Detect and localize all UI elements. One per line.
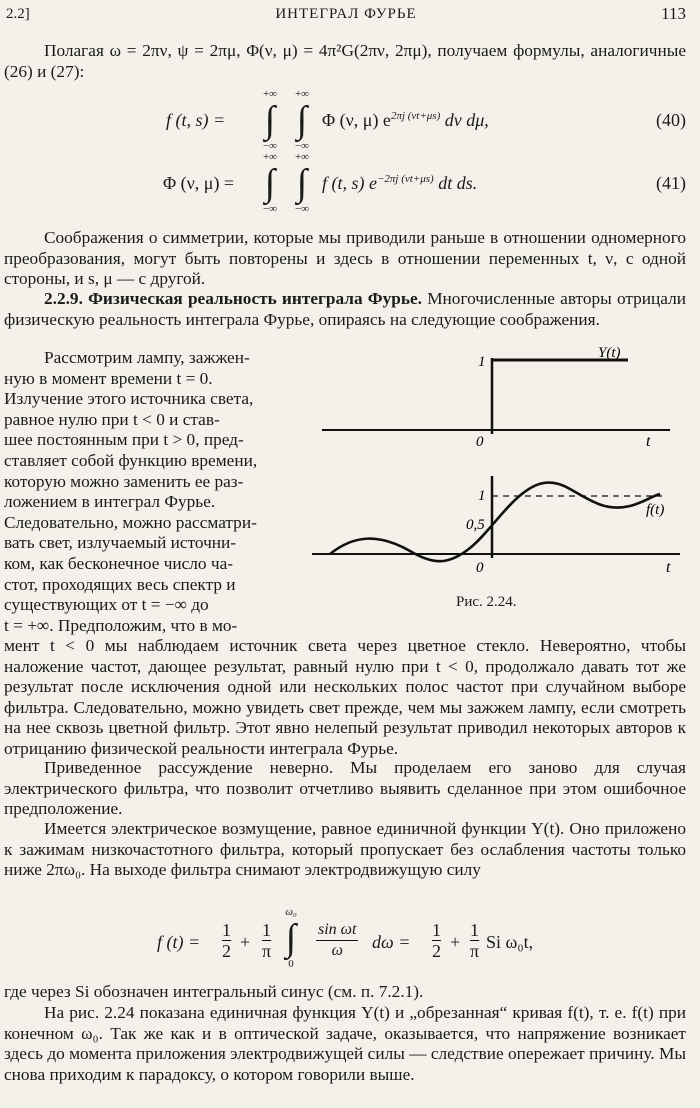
eq40-integrand: Φ (ν, μ) $e^{2\pi j (\nu t+\mu s)}$ dν dμ, [322,110,489,130]
lamp-line: шее постоянным при t > 0, пред- [4,430,244,450]
figure-caption: Рис. 2.24. [456,594,517,610]
section-paragraph [4,289,686,330]
eqsi-fraction: sin ωt ω [318,921,357,959]
lamp-line: ную в момент времени t = 0. [4,368,213,388]
eqsi-one-over-pi-2: 1 π [470,920,480,961]
header-title: ИНТЕГРАЛ ФУРЬЕ [275,6,417,22]
lamp-line: Следовательно, можно рассматри- [4,512,257,532]
lamp-line: равное нулю при t < 0 и став- [4,409,220,429]
integral-sign: ∫ [296,99,308,141]
eqsi-tail: Si ω₀t, [486,932,534,952]
lamp-line: которую можно заменить ее раз- [4,471,244,491]
lamp-line: Рассмотрим лампу, зажжен- [44,348,250,367]
eqsi-half-2: 1 2 [432,920,441,961]
eq41-number: (41) [656,173,686,193]
lamp-line: Излучение этого источника света, [4,389,254,409]
lamp-line: ложением в интеграл Фурье. [4,492,216,512]
eqsi-one-over-pi: 1 π [262,920,272,961]
bottom-half-label: 0,5 [466,517,485,533]
lamp-line: существующих от t = −∞ до [4,595,209,615]
bottom-zero-label: 0 [476,560,484,576]
bottom-f-label: f(t) [646,502,665,518]
lamp-line: ставляет собой функцию времени, [4,450,258,470]
lamp-line: вать свет, излучаемый источни- [4,533,237,553]
header-section: 2.2] [6,6,30,22]
running-header [6,4,686,28]
eq41-integral-2: +∞ ∫ −∞ [287,151,317,215]
eqsi-half: 1 2 [222,920,231,961]
lamp-line: t = +∞. Предположим, что в мо- [4,615,238,635]
top-one-label: 1 [478,354,486,370]
final-paragraph: На рис. 2.24 показана единичная функция Υ(t) и „обрезанная“ кривая f(t), т. е. f(t) при конечном ω₀. Так же как и в оптической задаче, оказывается, что напряжение возникает здесь до момента приложения электродвижущей силы — следствие опережает причину. Мы снова приходим к парадоксу, о котором говорили выше. [4,1003,686,1084]
eq41-integral-1: +∞ ∫ −∞ [255,151,285,215]
figure-2-24 [300,336,690,596]
lamp-line: стот, проходящих весь спектр и [4,574,236,594]
top-upsilon-label: Υ(t) [598,345,621,361]
eq40-lhs: f (t, s) = [166,110,226,130]
top-zero-label: 0 [476,434,484,450]
section-text: Многочисленные авторы отрицали физическую реальность интеграла Фурье, опираясь на следующие соображения. [4,289,686,329]
section-heading: 2.2.9. Физическая реальность интеграла Фурье. [44,289,422,308]
bottom-t-label: t [666,559,671,576]
eq41-integrand: f (t, s) $e^{-2\pi j (\nu t+\mu s)}$ dt ds. [322,173,478,193]
integral-sign: ∫ [264,99,276,141]
filter-paragraph: Имеется электрическое возмущение, равное единичной функции Υ(t). Оно приложено к зажимам низкочастотного фильтра, который пропускает без ослабления частоты только ниже 2πω₀. На выходе фильтра снимают электродвижущую силу [4,819,686,880]
eqsi-lhs: f (t) = [157,932,201,952]
integral-sign: ∫ [296,162,308,204]
lamp-column [4,348,298,636]
bottom-f-curve [330,483,660,562]
eq40-integral-1: +∞ ∫ −∞ [255,88,285,152]
eq40-integral-2: +∞ ∫ −∞ [287,88,317,152]
bottom-one-label: 1 [478,488,486,504]
integral-sign: ∫ [285,917,297,959]
lamp-line: ком, как бесконечное число ча- [4,553,234,573]
symmetry-paragraph: Соображения о симметрии, которые мы приводили раньше в отношении одномерного преобразования, могут быть повторены и здесь в отношении переменных t, ν, с одной стороны, и s, μ — с другой. [4,228,686,289]
eqsi-integral: ω₀ ∫ 0 [276,906,306,970]
si-definition: где через Si обозначен интегральный синус (см. п. 7.2.1). [4,982,424,1001]
eqsi-plus: + [240,932,251,952]
eq41-lhs: Φ (ν, μ) = [163,173,235,193]
page-number: 113 [661,4,686,23]
eq40-number: (40) [656,110,686,130]
eqsi-plus-2: + [450,932,461,952]
integral-sign: ∫ [264,162,276,204]
wrong-paragraph: Приведенное рассуждение неверно. Мы проделаем его заново для случая электрического фильтра, что позволит отчетливо выявить сделанное при этом ошибочное предположение. [4,758,686,819]
intro-paragraph: Полагая ω = 2πν, ψ = 2πμ, Φ(ν, μ) = 4π²G(2πν, 2πμ), получаем формулы, аналогичные (26) и (27): [4,41,686,81]
lamp-continuation: мент t < 0 мы наблюдаем источник света через цветное стекло. Невероятно, чтобы наложение частот, дающее результат, равный нулю при t < 0, продолжало давать тот же результат после исключения одной или нескольких полос частот при случайном выборе фильтра. Следовательно, можно увидеть свет прежде, чем мы зажжем лампу, если смотреть на нее сквозь цветной фильтр. Этот явно нелепый результат приводил некоторых авторов к отрицанию физической реальности интеграла Фурье. [4,636,686,758]
eqsi-dw: dω = [372,932,411,952]
top-t-label: t [646,433,651,450]
